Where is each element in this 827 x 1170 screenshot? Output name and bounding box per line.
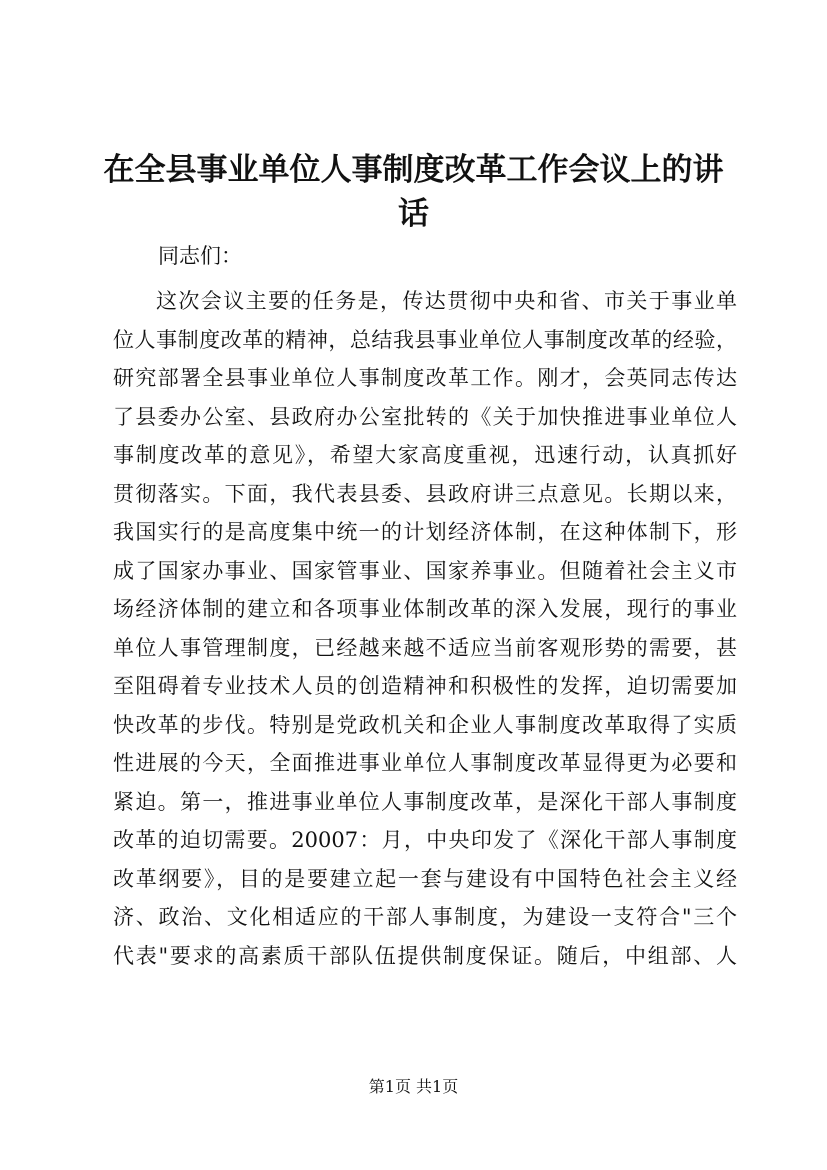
body-line: 这次会议主要的任务是，传达贯彻中央和省、市关于事业单 bbox=[156, 289, 737, 313]
body-line: 了县委办公室、县政府办公室批转的《关于加快推进事业单位人 bbox=[113, 404, 737, 429]
body-line: 代表"要求的高素质干部队伍提供制度保证。随后，中组部、人 bbox=[113, 943, 737, 968]
body-line: 济、政治、文化相适应的干部人事制度，为建设一支符合"三个 bbox=[113, 905, 737, 929]
body-line: 场经济体制的建立和各项事业体制改革的深入发展，现行的事业 bbox=[113, 597, 737, 621]
body-paragraph bbox=[113, 282, 737, 975]
body-line: 单位人事管理制度，已经越来越不适应当前客观形势的需要，甚 bbox=[113, 635, 737, 660]
title-line-2: 话 bbox=[398, 196, 429, 232]
body-line: 性进展的今天，全面推进事业单位人事制度改革显得更为必要和 bbox=[113, 751, 737, 775]
body-line: 紧迫。第一，推进事业单位人事制度改革，是深化干部人事制度 bbox=[113, 789, 737, 814]
title-line-1: 在全县事业单位人事制度改革工作会议上的讲 bbox=[103, 152, 724, 188]
page-number-footer: 第1页 共1页 bbox=[368, 1077, 459, 1096]
body-line: 改革纲要》，目的是要建立起一套与建设有中国特色社会主义经 bbox=[113, 866, 737, 891]
body-line: 至阻碍着专业技术人员的创造精神和积极性的发挥，迫切需要加 bbox=[113, 674, 737, 698]
body-line: 我国实行的是高度集中统一的计划经济体制，在这种体制下，形 bbox=[113, 520, 737, 544]
body-line: 贯彻落实。下面，我代表县委、县政府讲三点意见。长期以来， bbox=[113, 481, 737, 506]
body-line: 改革的迫切需要。20007：月，中央印发了《深化干部人事制度 bbox=[113, 828, 737, 852]
body-line: 位人事制度改革的精神，总结我县事业单位人事制度改革的经验， bbox=[113, 327, 737, 352]
body-line: 事制度改革的意见》，希望大家高度重视，迅速行动，认真抓好 bbox=[113, 443, 737, 467]
document-title bbox=[100, 148, 727, 236]
body-line: 研究部署全县事业单位人事制度改革工作。刚才，会英同志传达 bbox=[113, 366, 737, 390]
greeting: 同志们： bbox=[158, 244, 242, 268]
body-line: 快改革的步伐。特别是党政机关和企业人事制度改革取得了实质 bbox=[113, 712, 737, 737]
body-line: 成了国家办事业、国家管事业、国家养事业。但随着社会主义市 bbox=[113, 558, 737, 583]
